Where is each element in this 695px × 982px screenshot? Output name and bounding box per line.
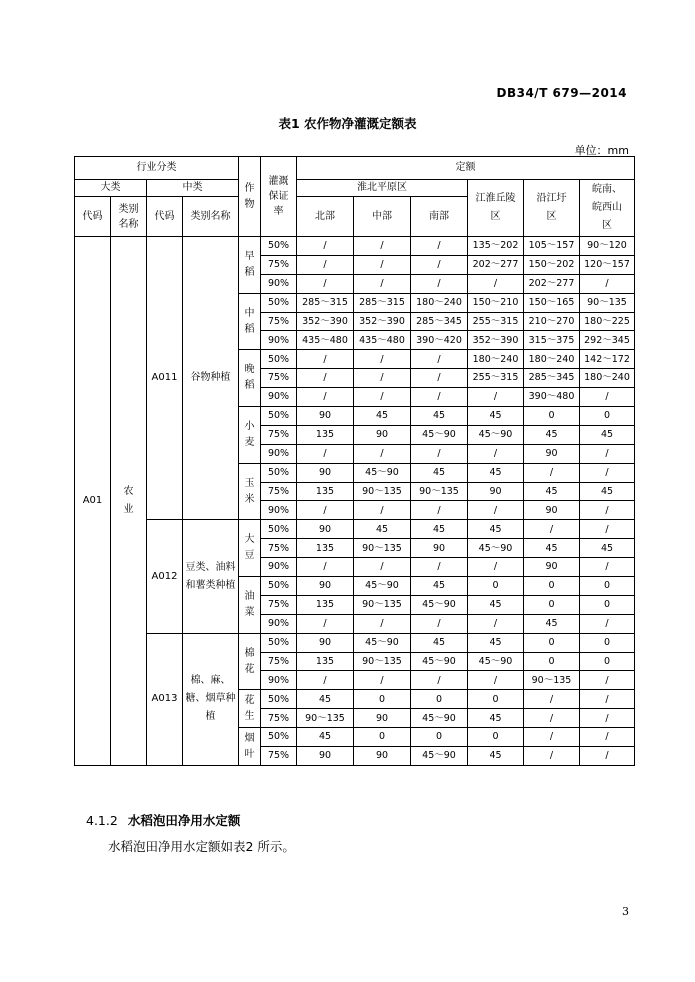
- quota-value: /: [354, 274, 411, 293]
- guarantee-rate: 75%: [261, 312, 297, 331]
- quota-value: 45: [411, 577, 468, 596]
- quota-value: 45: [297, 690, 354, 709]
- header-code: 代码: [75, 197, 111, 237]
- quota-value: 90: [524, 444, 580, 463]
- quota-value: 45: [580, 482, 635, 501]
- quota-value: /: [524, 690, 580, 709]
- quota-value: 150～210: [468, 293, 524, 312]
- quota-value: 90: [297, 520, 354, 539]
- guarantee-rate: 75%: [261, 369, 297, 388]
- quota-value: 90～120: [580, 237, 635, 256]
- quota-value: 0: [524, 407, 580, 426]
- quota-value: 45～90: [411, 595, 468, 614]
- quota-value: 45～90: [411, 747, 468, 766]
- quota-value: 0: [580, 652, 635, 671]
- guarantee-rate: 90%: [261, 331, 297, 350]
- quota-value: /: [411, 369, 468, 388]
- guarantee-rate: 50%: [261, 237, 297, 256]
- quota-value: 0: [580, 595, 635, 614]
- header-wannan: 皖南、皖西山区: [580, 180, 635, 237]
- guarantee-rate: 90%: [261, 274, 297, 293]
- crop-name: 花生: [239, 690, 261, 728]
- quota-value: /: [354, 558, 411, 577]
- quota-value: /: [580, 501, 635, 520]
- quota-value: 0: [411, 690, 468, 709]
- header-guarantee: 灌溉保证率: [261, 157, 297, 237]
- quota-value: 90～135: [524, 671, 580, 690]
- quota-value: 90: [411, 539, 468, 558]
- guarantee-rate: 75%: [261, 595, 297, 614]
- quota-value: 45～90: [468, 425, 524, 444]
- quota-value: 0: [411, 728, 468, 747]
- quota-value: 90: [297, 407, 354, 426]
- quota-value: /: [580, 728, 635, 747]
- quota-value: /: [468, 671, 524, 690]
- quota-value: 135: [297, 539, 354, 558]
- quota-value: 105～157: [524, 237, 580, 256]
- table-body: [75, 237, 635, 766]
- quota-value: /: [297, 671, 354, 690]
- quota-value: 0: [580, 407, 635, 426]
- header-quota: 定额: [297, 157, 635, 180]
- quota-value: 90: [297, 577, 354, 596]
- quota-value: /: [468, 614, 524, 633]
- quota-value: /: [524, 709, 580, 728]
- quota-value: 45～90: [354, 577, 411, 596]
- quota-value: /: [524, 728, 580, 747]
- quota-value: /: [297, 388, 354, 407]
- quota-value: /: [411, 671, 468, 690]
- quota-value: 90～135: [354, 652, 411, 671]
- group-name: 棉、麻、糖、烟草种植: [183, 633, 239, 765]
- quota-value: /: [411, 444, 468, 463]
- quota-value: 90: [524, 501, 580, 520]
- guarantee-rate: 90%: [261, 444, 297, 463]
- quota-value: 90: [354, 747, 411, 766]
- quota-value: 45: [468, 633, 524, 652]
- quota-value: /: [468, 558, 524, 577]
- group-code: A013: [147, 633, 183, 765]
- crop-name: 玉米: [239, 463, 261, 520]
- crop-name: 中稻: [239, 293, 261, 350]
- quota-value: /: [468, 274, 524, 293]
- quota-value: 135: [297, 482, 354, 501]
- quota-value: /: [411, 255, 468, 274]
- quota-value: 45: [468, 595, 524, 614]
- quota-value: 390～480: [524, 388, 580, 407]
- guarantee-rate: 90%: [261, 671, 297, 690]
- quota-value: 142～172: [580, 350, 635, 369]
- table-row: [75, 633, 635, 652]
- quota-value: /: [354, 237, 411, 256]
- guarantee-rate: 75%: [261, 709, 297, 728]
- header-central: 中部: [354, 197, 411, 237]
- quota-value: 45: [580, 425, 635, 444]
- guarantee-rate: 50%: [261, 728, 297, 747]
- quota-value: /: [524, 747, 580, 766]
- table-row: [75, 237, 635, 256]
- quota-value: 45: [468, 520, 524, 539]
- section-title: 水稻泡田净用水定额: [127, 813, 241, 828]
- crop-name: 棉花: [239, 633, 261, 690]
- quota-value: 150～165: [524, 293, 580, 312]
- quota-value: /: [468, 501, 524, 520]
- quota-value: 0: [468, 690, 524, 709]
- header-jianghuai: 江淮丘陵区: [468, 180, 524, 237]
- quota-value: /: [524, 520, 580, 539]
- quota-value: 135: [297, 425, 354, 444]
- quota-value: 45: [297, 728, 354, 747]
- quota-value: 210～270: [524, 312, 580, 331]
- guarantee-rate: 50%: [261, 520, 297, 539]
- quota-value: /: [411, 501, 468, 520]
- quota-value: 0: [580, 633, 635, 652]
- quota-value: 120～157: [580, 255, 635, 274]
- guarantee-rate: 50%: [261, 463, 297, 482]
- guarantee-rate: 50%: [261, 633, 297, 652]
- quota-value: /: [580, 747, 635, 766]
- major-name: 农业: [111, 237, 147, 766]
- header-medium: 中类: [147, 180, 239, 197]
- group-name: 豆类、油料和薯类种植: [183, 520, 239, 633]
- quota-value: /: [411, 274, 468, 293]
- guarantee-rate: 75%: [261, 652, 297, 671]
- guarantee-rate: 50%: [261, 577, 297, 596]
- quota-value: 0: [580, 577, 635, 596]
- quota-value: 45: [524, 425, 580, 444]
- quota-value: 45～90: [411, 425, 468, 444]
- standard-code: DB34/T 679—2014: [496, 86, 627, 100]
- quota-value: /: [468, 444, 524, 463]
- quota-value: /: [354, 369, 411, 388]
- quota-value: 45: [524, 614, 580, 633]
- quota-value: 45～90: [468, 539, 524, 558]
- quota-value: 90: [297, 633, 354, 652]
- crop-name: 油菜: [239, 577, 261, 634]
- group-name: 谷物种植: [183, 237, 239, 520]
- quota-value: /: [297, 558, 354, 577]
- quota-value: 0: [524, 577, 580, 596]
- unit-label: 单位：mm: [574, 144, 629, 157]
- header-industry: 行业分类: [75, 157, 239, 180]
- quota-value: /: [411, 558, 468, 577]
- quota-value: 180～240: [580, 369, 635, 388]
- quota-value: 202～277: [524, 274, 580, 293]
- quota-value: /: [354, 444, 411, 463]
- quota-value: /: [580, 520, 635, 539]
- quota-value: 45: [354, 407, 411, 426]
- group-code: A011: [147, 237, 183, 520]
- major-code: A01: [75, 237, 111, 766]
- quota-value: 45～90: [354, 633, 411, 652]
- quota-value: /: [411, 237, 468, 256]
- quota-value: 202～277: [468, 255, 524, 274]
- header-major: 大类: [75, 180, 147, 197]
- quota-value: /: [468, 388, 524, 407]
- header-code: 代码: [147, 197, 183, 237]
- quota-value: 0: [524, 652, 580, 671]
- quota-value: /: [411, 388, 468, 407]
- quota-value: 45: [411, 463, 468, 482]
- quota-value: 0: [354, 728, 411, 747]
- crop-name: 早稻: [239, 237, 261, 294]
- quota-value: /: [580, 709, 635, 728]
- quota-value: 45: [524, 539, 580, 558]
- quota-value: /: [297, 237, 354, 256]
- quota-value: 135～202: [468, 237, 524, 256]
- quota-value: /: [297, 501, 354, 520]
- crop-name: 烟叶: [239, 728, 261, 766]
- header-huaibei: 淮北平原区: [297, 180, 468, 197]
- quota-value: 255～315: [468, 312, 524, 331]
- quota-value: /: [354, 501, 411, 520]
- quota-value: 45: [580, 539, 635, 558]
- quota-value: 90: [297, 463, 354, 482]
- quota-value: 90～135: [354, 539, 411, 558]
- quota-value: 45: [468, 463, 524, 482]
- guarantee-rate: 50%: [261, 350, 297, 369]
- crop-name: 晚稻: [239, 350, 261, 407]
- quota-value: 352～390: [297, 312, 354, 331]
- header-crop: 作物: [239, 157, 261, 237]
- quota-value: 255～315: [468, 369, 524, 388]
- quota-value: /: [580, 690, 635, 709]
- crop-name: 大豆: [239, 520, 261, 577]
- quota-value: /: [580, 558, 635, 577]
- quota-value: 180～240: [411, 293, 468, 312]
- quota-value: /: [354, 614, 411, 633]
- quota-value: /: [580, 274, 635, 293]
- header-south: 南部: [411, 197, 468, 237]
- quota-value: 90～135: [580, 293, 635, 312]
- guarantee-rate: 90%: [261, 388, 297, 407]
- header-yanjiang: 沿江圩区: [524, 180, 580, 237]
- guarantee-rate: 75%: [261, 255, 297, 274]
- quota-value: 285～315: [354, 293, 411, 312]
- header-north: 北部: [297, 197, 354, 237]
- guarantee-rate: 75%: [261, 482, 297, 501]
- quota-value: /: [580, 614, 635, 633]
- quota-value: 45～90: [468, 652, 524, 671]
- quota-value: 0: [524, 595, 580, 614]
- quota-value: 45: [524, 482, 580, 501]
- quota-value: 45～90: [411, 652, 468, 671]
- quota-value: /: [297, 255, 354, 274]
- quota-value: 285～345: [524, 369, 580, 388]
- section-heading: [86, 811, 240, 829]
- quota-value: 90～135: [297, 709, 354, 728]
- quota-value: /: [580, 671, 635, 690]
- quota-value: /: [297, 614, 354, 633]
- quota-value: 45: [411, 520, 468, 539]
- quota-value: 180～225: [580, 312, 635, 331]
- quota-value: 90: [524, 558, 580, 577]
- quota-value: 0: [468, 577, 524, 596]
- quota-value: 90～135: [354, 595, 411, 614]
- quota-value: /: [354, 388, 411, 407]
- guarantee-rate: 90%: [261, 614, 297, 633]
- quota-value: /: [297, 350, 354, 369]
- quota-value: 90: [468, 482, 524, 501]
- header-category-name: 类别名称: [183, 197, 239, 237]
- quota-value: /: [580, 388, 635, 407]
- quota-value: 90: [297, 747, 354, 766]
- quota-value: /: [297, 274, 354, 293]
- section-number: 4.1.2: [86, 813, 118, 828]
- crop-name: 小麦: [239, 407, 261, 464]
- header-category-name: 类别名称: [111, 197, 147, 237]
- quota-value: /: [524, 463, 580, 482]
- table-row: [75, 520, 635, 539]
- guarantee-rate: 75%: [261, 747, 297, 766]
- quota-value: /: [580, 463, 635, 482]
- body-paragraph: 水稻泡田净用水定额如表2 所示。: [108, 839, 295, 854]
- quota-value: 180～240: [524, 350, 580, 369]
- quota-value: /: [354, 671, 411, 690]
- quota-value: 45: [411, 633, 468, 652]
- guarantee-rate: 50%: [261, 293, 297, 312]
- quota-value: 435～480: [297, 331, 354, 350]
- page-number: 3: [622, 905, 629, 918]
- guarantee-rate: 50%: [261, 407, 297, 426]
- quota-value: 45: [468, 407, 524, 426]
- quota-value: 435～480: [354, 331, 411, 350]
- guarantee-rate: 50%: [261, 690, 297, 709]
- quota-value: 390～420: [411, 331, 468, 350]
- guarantee-rate: 90%: [261, 501, 297, 520]
- quota-value: 135: [297, 595, 354, 614]
- quota-value: /: [297, 369, 354, 388]
- quota-value: /: [297, 444, 354, 463]
- quota-value: 352～390: [354, 312, 411, 331]
- quota-value: 45: [468, 709, 524, 728]
- quota-value: 0: [354, 690, 411, 709]
- quota-value: /: [354, 255, 411, 274]
- quota-table: [74, 156, 635, 766]
- quota-value: /: [354, 350, 411, 369]
- quota-value: 352～390: [468, 331, 524, 350]
- quota-value: 292～345: [580, 331, 635, 350]
- quota-value: 90～135: [354, 482, 411, 501]
- quota-value: 45: [354, 520, 411, 539]
- table-title: 表1 农作物净灌溉定额表: [278, 116, 417, 131]
- quota-value: 90～135: [411, 482, 468, 501]
- guarantee-rate: 75%: [261, 539, 297, 558]
- quota-value: 135: [297, 652, 354, 671]
- quota-value: 45: [468, 747, 524, 766]
- quota-value: /: [411, 614, 468, 633]
- quota-value: 90: [354, 709, 411, 728]
- quota-value: 180～240: [468, 350, 524, 369]
- quota-value: /: [411, 350, 468, 369]
- quota-value: 0: [524, 633, 580, 652]
- guarantee-rate: 90%: [261, 558, 297, 577]
- quota-value: 90: [354, 425, 411, 444]
- quota-value: 150～202: [524, 255, 580, 274]
- guarantee-rate: 75%: [261, 425, 297, 444]
- quota-value: 315～375: [524, 331, 580, 350]
- group-code: A012: [147, 520, 183, 633]
- quota-value: 45: [411, 407, 468, 426]
- quota-value: 45～90: [411, 709, 468, 728]
- quota-value: 285～315: [297, 293, 354, 312]
- quota-value: /: [580, 444, 635, 463]
- quota-value: 285～345: [411, 312, 468, 331]
- quota-value: 45～90: [354, 463, 411, 482]
- quota-value: 0: [468, 728, 524, 747]
